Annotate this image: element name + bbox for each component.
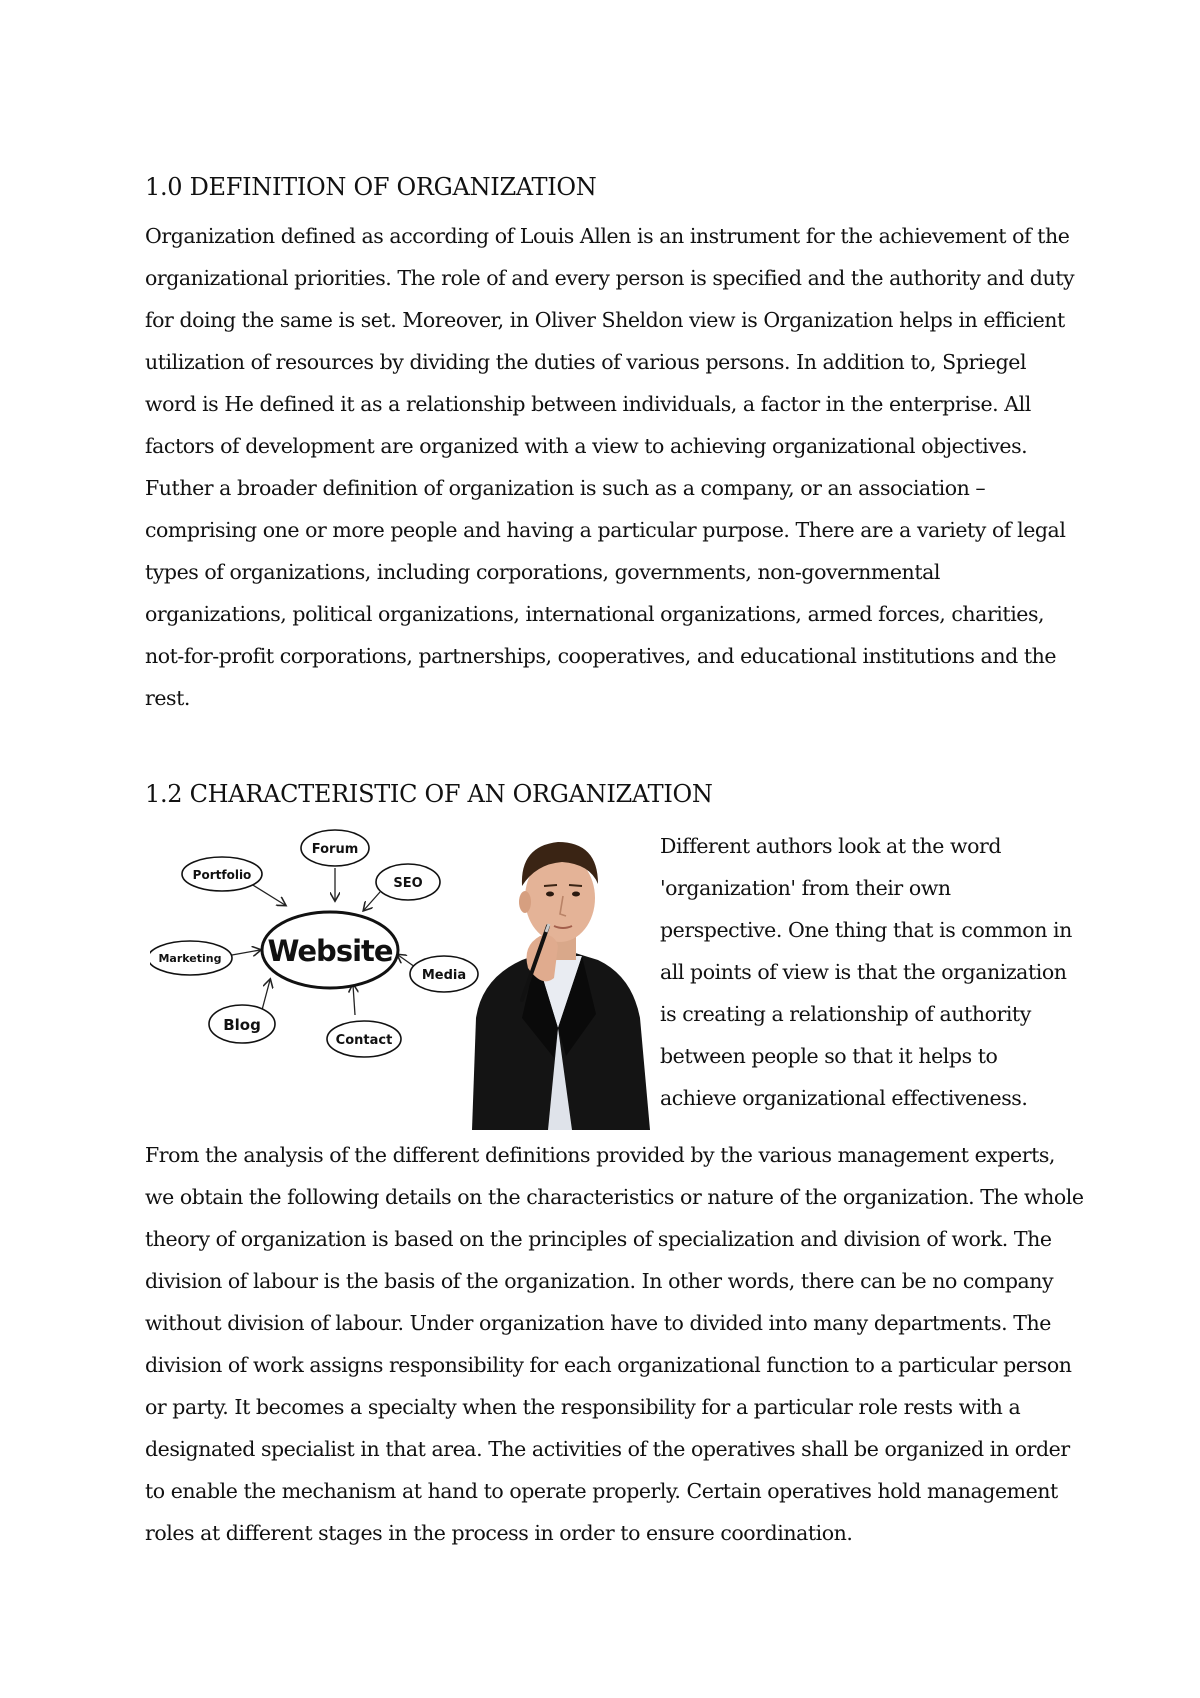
paragraph-line: factors of development are organized with a view to achieving organizational objectives. [145, 434, 1028, 458]
section-2-heading: 1.2 CHARACTERISTIC OF AN ORGANIZATION [145, 780, 713, 808]
svg-text:Contact: Contact [335, 1033, 393, 1048]
paragraph-line: we obtain the following details on the characteristics or nature of the organization. The whole [145, 1185, 1084, 1209]
paragraph-line: or party. It becomes a specialty when the responsibility for a particular role rests with a [145, 1395, 1021, 1419]
mindmap-node-marketing [150, 941, 232, 975]
svg-text:Portfolio: Portfolio [192, 868, 252, 882]
website-mindmap-figure [150, 820, 650, 1130]
paragraph-line: division of labour is the basis of the organization. In other words, there can be no company [145, 1269, 1054, 1293]
mindmap-center-label: Website [267, 934, 393, 968]
paragraph-line: designated specialist in that area. The activities of the operatives shall be organized in order [145, 1437, 1070, 1461]
paragraph-line: types of organizations, including corporations, governments, non-governmental [145, 560, 940, 584]
paragraph-line: between people so that it helps to [660, 1044, 998, 1068]
businessman-photo [462, 828, 650, 1130]
paragraph-line: to enable the mechanism at hand to operate properly. Certain operatives hold management [145, 1479, 1058, 1503]
paragraph-line: rest. [145, 686, 190, 710]
svg-text:SEO: SEO [393, 876, 423, 891]
website-mindmap-diagram [150, 820, 480, 1070]
paragraph-line: all points of view is that the organization [660, 960, 1067, 984]
paragraph-line: utilization of resources by dividing the duties of various persons. In addition to, Spriegel [145, 350, 1027, 374]
paragraph-line: division of work assigns responsibility for each organizational function to a particular person [145, 1353, 1072, 1377]
svg-text:Forum: Forum [311, 842, 359, 857]
paragraph-line: without division of labour. Under organization have to divided into many departments. The [145, 1311, 1051, 1335]
paragraph-line: From the analysis of the different definitions provided by the various management experts, [145, 1143, 1055, 1167]
paragraph-line: Different authors look at the word [660, 834, 1001, 858]
paragraph-line: perspective. One thing that is common in [660, 918, 1072, 942]
svg-text:Media: Media [421, 968, 467, 983]
paragraph-line: achieve organizational effectiveness. [660, 1086, 1028, 1110]
paragraph-line: comprising one or more people and having a particular purpose. There are a variety of legal [145, 518, 1066, 542]
paragraph-line: Futher a broader definition of organization is such as a company, or an association – [145, 476, 986, 500]
mindmap-center-node [262, 912, 398, 988]
paragraph-line: Organization defined as according of Louis Allen is an instrument for the achievement of the [145, 224, 1070, 248]
paragraph-line: word is He defined it as a relationship between individuals, a factor in the enterprise. All [145, 392, 1031, 416]
paragraph-line: roles at different stages in the process in order to ensure coordination. [145, 1521, 853, 1545]
paragraph-line: is creating a relationship of authority [660, 1002, 1031, 1026]
paragraph-line: not-for-profit corporations, partnerships, cooperatives, and educational institutions and the [145, 644, 1057, 668]
section-1-heading: 1.0 DEFINITION OF ORGANIZATION [145, 173, 597, 201]
mindmap-node-contact [327, 1021, 401, 1057]
paragraph-line: theory of organization is based on the principles of specialization and division of work. The [145, 1227, 1052, 1251]
paragraph-line: organizational priorities. The role of and every person is specified and the authority and duty [145, 266, 1075, 290]
mindmap-node-forum [301, 830, 369, 866]
mindmap-node-blog [209, 1005, 275, 1043]
svg-text:Blog: Blog [223, 1016, 261, 1034]
paragraph-line: for doing the same is set. Moreover, in Oliver Sheldon view is Organization helps in efficient [145, 308, 1065, 332]
paragraph-line: 'organization' from their own [660, 876, 951, 900]
mindmap-node-seo [376, 864, 440, 900]
paragraph-line: organizations, political organizations, international organizations, armed forces, charities, [145, 602, 1045, 626]
mindmap-node-portfolio [182, 857, 262, 891]
svg-text:Marketing: Marketing [158, 952, 222, 965]
